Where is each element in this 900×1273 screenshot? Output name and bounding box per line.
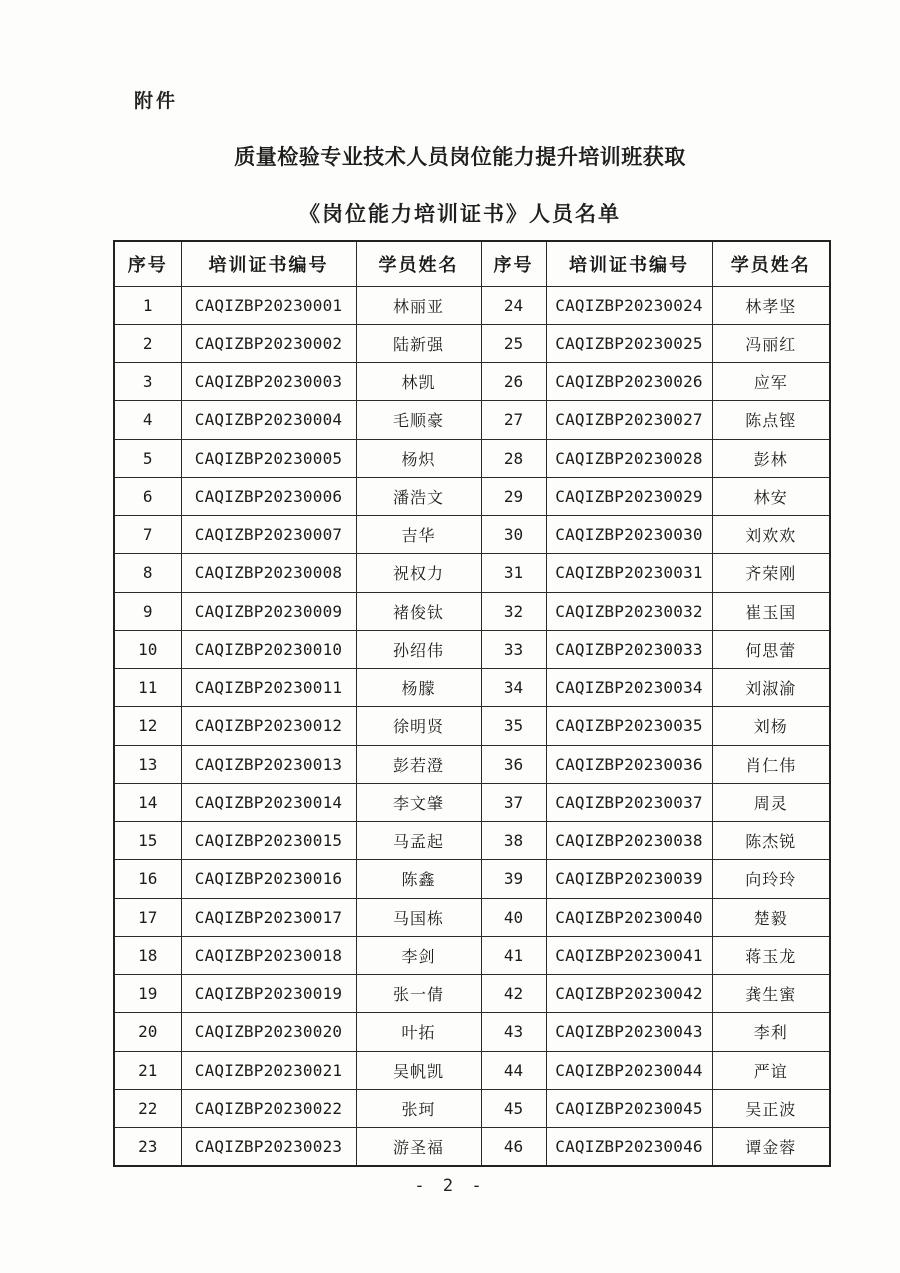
certificate-cell: CAQIZBP20230015	[181, 822, 356, 860]
certificate-cell: CAQIZBP20230023	[181, 1128, 356, 1167]
serial-cell: 12	[114, 707, 181, 745]
serial-cell: 41	[481, 936, 546, 974]
header-certificate-left: 培训证书编号	[181, 241, 356, 286]
roster-table-header	[114, 241, 830, 286]
table-row	[114, 286, 830, 324]
serial-cell: 28	[481, 439, 546, 477]
name-cell: 李文肇	[356, 783, 481, 821]
name-cell: 张珂	[356, 1089, 481, 1127]
name-cell: 李利	[712, 1013, 830, 1051]
name-cell: 游圣福	[356, 1128, 481, 1167]
serial-cell: 16	[114, 860, 181, 898]
certificate-cell: CAQIZBP20230025	[546, 324, 712, 362]
certificate-cell: CAQIZBP20230028	[546, 439, 712, 477]
certificate-cell: CAQIZBP20230016	[181, 860, 356, 898]
header-serial-right: 序号	[481, 241, 546, 286]
serial-cell: 26	[481, 363, 546, 401]
certificate-cell: CAQIZBP20230003	[181, 363, 356, 401]
serial-cell: 2	[114, 324, 181, 362]
name-cell: 林孝坚	[712, 286, 830, 324]
certificate-cell: CAQIZBP20230036	[546, 745, 712, 783]
name-cell: 刘杨	[712, 707, 830, 745]
serial-cell: 34	[481, 669, 546, 707]
table-row	[114, 783, 830, 821]
table-row	[114, 324, 830, 362]
name-cell: 陆新强	[356, 324, 481, 362]
table-row	[114, 669, 830, 707]
name-cell: 应军	[712, 363, 830, 401]
certificate-cell: CAQIZBP20230005	[181, 439, 356, 477]
table-row	[114, 975, 830, 1013]
name-cell: 彭林	[712, 439, 830, 477]
name-cell: 严谊	[712, 1051, 830, 1089]
certificate-cell: CAQIZBP20230032	[546, 592, 712, 630]
certificate-cell: CAQIZBP20230033	[546, 630, 712, 668]
table-row	[114, 822, 830, 860]
roster-table	[113, 240, 831, 1167]
serial-cell: 7	[114, 516, 181, 554]
serial-cell: 18	[114, 936, 181, 974]
name-cell: 陈杰锐	[712, 822, 830, 860]
name-cell: 谭金蓉	[712, 1128, 830, 1167]
table-body	[114, 286, 830, 1166]
table-row	[114, 707, 830, 745]
serial-cell: 4	[114, 401, 181, 439]
certificate-cell: CAQIZBP20230017	[181, 898, 356, 936]
name-cell: 叶拓	[356, 1013, 481, 1051]
certificate-cell: CAQIZBP20230004	[181, 401, 356, 439]
serial-cell: 31	[481, 554, 546, 592]
name-cell: 龚生蜜	[712, 975, 830, 1013]
serial-cell: 36	[481, 745, 546, 783]
header-name-left: 学员姓名	[356, 241, 481, 286]
serial-cell: 5	[114, 439, 181, 477]
serial-cell: 30	[481, 516, 546, 554]
title-block	[20, 141, 900, 228]
serial-cell: 19	[114, 975, 181, 1013]
header-serial-left: 序号	[114, 241, 181, 286]
certificate-cell: CAQIZBP20230029	[546, 477, 712, 515]
certificate-cell: CAQIZBP20230041	[546, 936, 712, 974]
serial-cell: 20	[114, 1013, 181, 1051]
serial-cell: 35	[481, 707, 546, 745]
document-title-line2: 《岗位能力培训证书》人员名单	[299, 202, 621, 226]
name-cell: 何思蕾	[712, 630, 830, 668]
serial-cell: 37	[481, 783, 546, 821]
name-cell: 陈鑫	[356, 860, 481, 898]
table-row	[114, 401, 830, 439]
page-number: - 2 -	[414, 1176, 486, 1196]
serial-cell: 9	[114, 592, 181, 630]
name-cell: 彭若澄	[356, 745, 481, 783]
table-row	[114, 1051, 830, 1089]
name-cell: 冯丽红	[712, 324, 830, 362]
name-cell: 吴正波	[712, 1089, 830, 1127]
table-row	[114, 745, 830, 783]
serial-cell: 6	[114, 477, 181, 515]
certificate-cell: CAQIZBP20230002	[181, 324, 356, 362]
serial-cell: 32	[481, 592, 546, 630]
serial-cell: 43	[481, 1013, 546, 1051]
table-row	[114, 1089, 830, 1127]
serial-cell: 17	[114, 898, 181, 936]
table-row	[114, 554, 830, 592]
certificate-cell: CAQIZBP20230018	[181, 936, 356, 974]
certificate-cell: CAQIZBP20230044	[546, 1051, 712, 1089]
serial-cell: 22	[114, 1089, 181, 1127]
certificate-cell: CAQIZBP20230035	[546, 707, 712, 745]
certificate-cell: CAQIZBP20230038	[546, 822, 712, 860]
name-cell: 楚毅	[712, 898, 830, 936]
certificate-cell: CAQIZBP20230039	[546, 860, 712, 898]
certificate-cell: CAQIZBP20230013	[181, 745, 356, 783]
certificate-cell: CAQIZBP20230043	[546, 1013, 712, 1051]
table-row	[114, 630, 830, 668]
name-cell: 毛顺豪	[356, 401, 481, 439]
name-cell: 杨朦	[356, 669, 481, 707]
name-cell: 马孟起	[356, 822, 481, 860]
certificate-cell: CAQIZBP20230031	[546, 554, 712, 592]
attachment-label: 附件	[134, 91, 179, 112]
name-cell: 徐明贤	[356, 707, 481, 745]
table-row	[114, 1128, 830, 1167]
table-row	[114, 592, 830, 630]
certificate-cell: CAQIZBP20230030	[546, 516, 712, 554]
serial-cell: 25	[481, 324, 546, 362]
serial-cell: 15	[114, 822, 181, 860]
certificate-cell: CAQIZBP20230045	[546, 1089, 712, 1127]
name-cell: 周灵	[712, 783, 830, 821]
table-row	[114, 439, 830, 477]
table-row	[114, 860, 830, 898]
certificate-cell: CAQIZBP20230046	[546, 1128, 712, 1167]
certificate-cell: CAQIZBP20230006	[181, 477, 356, 515]
serial-cell: 45	[481, 1089, 546, 1127]
serial-cell: 10	[114, 630, 181, 668]
serial-cell: 3	[114, 363, 181, 401]
serial-cell: 39	[481, 860, 546, 898]
name-cell: 刘欢欢	[712, 516, 830, 554]
serial-cell: 42	[481, 975, 546, 1013]
serial-cell: 23	[114, 1128, 181, 1167]
name-cell: 杨炽	[356, 439, 481, 477]
serial-cell: 27	[481, 401, 546, 439]
name-cell: 肖仁伟	[712, 745, 830, 783]
certificate-cell: CAQIZBP20230027	[546, 401, 712, 439]
serial-cell: 46	[481, 1128, 546, 1167]
serial-cell: 1	[114, 286, 181, 324]
table-row	[114, 516, 830, 554]
name-cell: 李剑	[356, 936, 481, 974]
header-row	[114, 241, 830, 286]
name-cell: 吴帆凯	[356, 1051, 481, 1089]
name-cell: 马国栋	[356, 898, 481, 936]
certificate-cell: CAQIZBP20230037	[546, 783, 712, 821]
serial-cell: 14	[114, 783, 181, 821]
table-row	[114, 1013, 830, 1051]
name-cell: 潘浩文	[356, 477, 481, 515]
certificate-cell: CAQIZBP20230024	[546, 286, 712, 324]
name-cell: 崔玉国	[712, 592, 830, 630]
table-row	[114, 477, 830, 515]
serial-cell: 44	[481, 1051, 546, 1089]
name-cell: 陈点铿	[712, 401, 830, 439]
certificate-cell: CAQIZBP20230008	[181, 554, 356, 592]
name-cell: 褚俊钛	[356, 592, 481, 630]
serial-cell: 24	[481, 286, 546, 324]
serial-cell: 33	[481, 630, 546, 668]
name-cell: 林丽亚	[356, 286, 481, 324]
certificate-cell: CAQIZBP20230022	[181, 1089, 356, 1127]
name-cell: 林凯	[356, 363, 481, 401]
name-cell: 孙绍伟	[356, 630, 481, 668]
name-cell: 吉华	[356, 516, 481, 554]
name-cell: 林安	[712, 477, 830, 515]
serial-cell: 29	[481, 477, 546, 515]
certificate-cell: CAQIZBP20230021	[181, 1051, 356, 1089]
certificate-cell: CAQIZBP20230007	[181, 516, 356, 554]
name-cell: 祝权力	[356, 554, 481, 592]
name-cell: 刘淑渝	[712, 669, 830, 707]
name-cell: 蒋玉龙	[712, 936, 830, 974]
table-row	[114, 363, 830, 401]
certificate-cell: CAQIZBP20230040	[546, 898, 712, 936]
certificate-cell: CAQIZBP20230014	[181, 783, 356, 821]
table-row	[114, 898, 830, 936]
certificate-cell: CAQIZBP20230001	[181, 286, 356, 324]
certificate-cell: CAQIZBP20230034	[546, 669, 712, 707]
certificate-cell: CAQIZBP20230009	[181, 592, 356, 630]
table-row	[114, 936, 830, 974]
certificate-cell: CAQIZBP20230011	[181, 669, 356, 707]
certificate-cell: CAQIZBP20230026	[546, 363, 712, 401]
header-name-right: 学员姓名	[712, 241, 830, 286]
name-cell: 张一倩	[356, 975, 481, 1013]
name-cell: 齐荣刚	[712, 554, 830, 592]
certificate-cell: CAQIZBP20230019	[181, 975, 356, 1013]
header-certificate-right: 培训证书编号	[546, 241, 712, 286]
certificate-cell: CAQIZBP20230020	[181, 1013, 356, 1051]
document-title-line1: 质量检验专业技术人员岗位能力提升培训班获取	[234, 145, 686, 169]
name-cell: 向玲玲	[712, 860, 830, 898]
certificate-cell: CAQIZBP20230012	[181, 707, 356, 745]
certificate-cell: CAQIZBP20230042	[546, 975, 712, 1013]
serial-cell: 21	[114, 1051, 181, 1089]
serial-cell: 13	[114, 745, 181, 783]
serial-cell: 38	[481, 822, 546, 860]
serial-cell: 8	[114, 554, 181, 592]
serial-cell: 40	[481, 898, 546, 936]
serial-cell: 11	[114, 669, 181, 707]
certificate-cell: CAQIZBP20230010	[181, 630, 356, 668]
